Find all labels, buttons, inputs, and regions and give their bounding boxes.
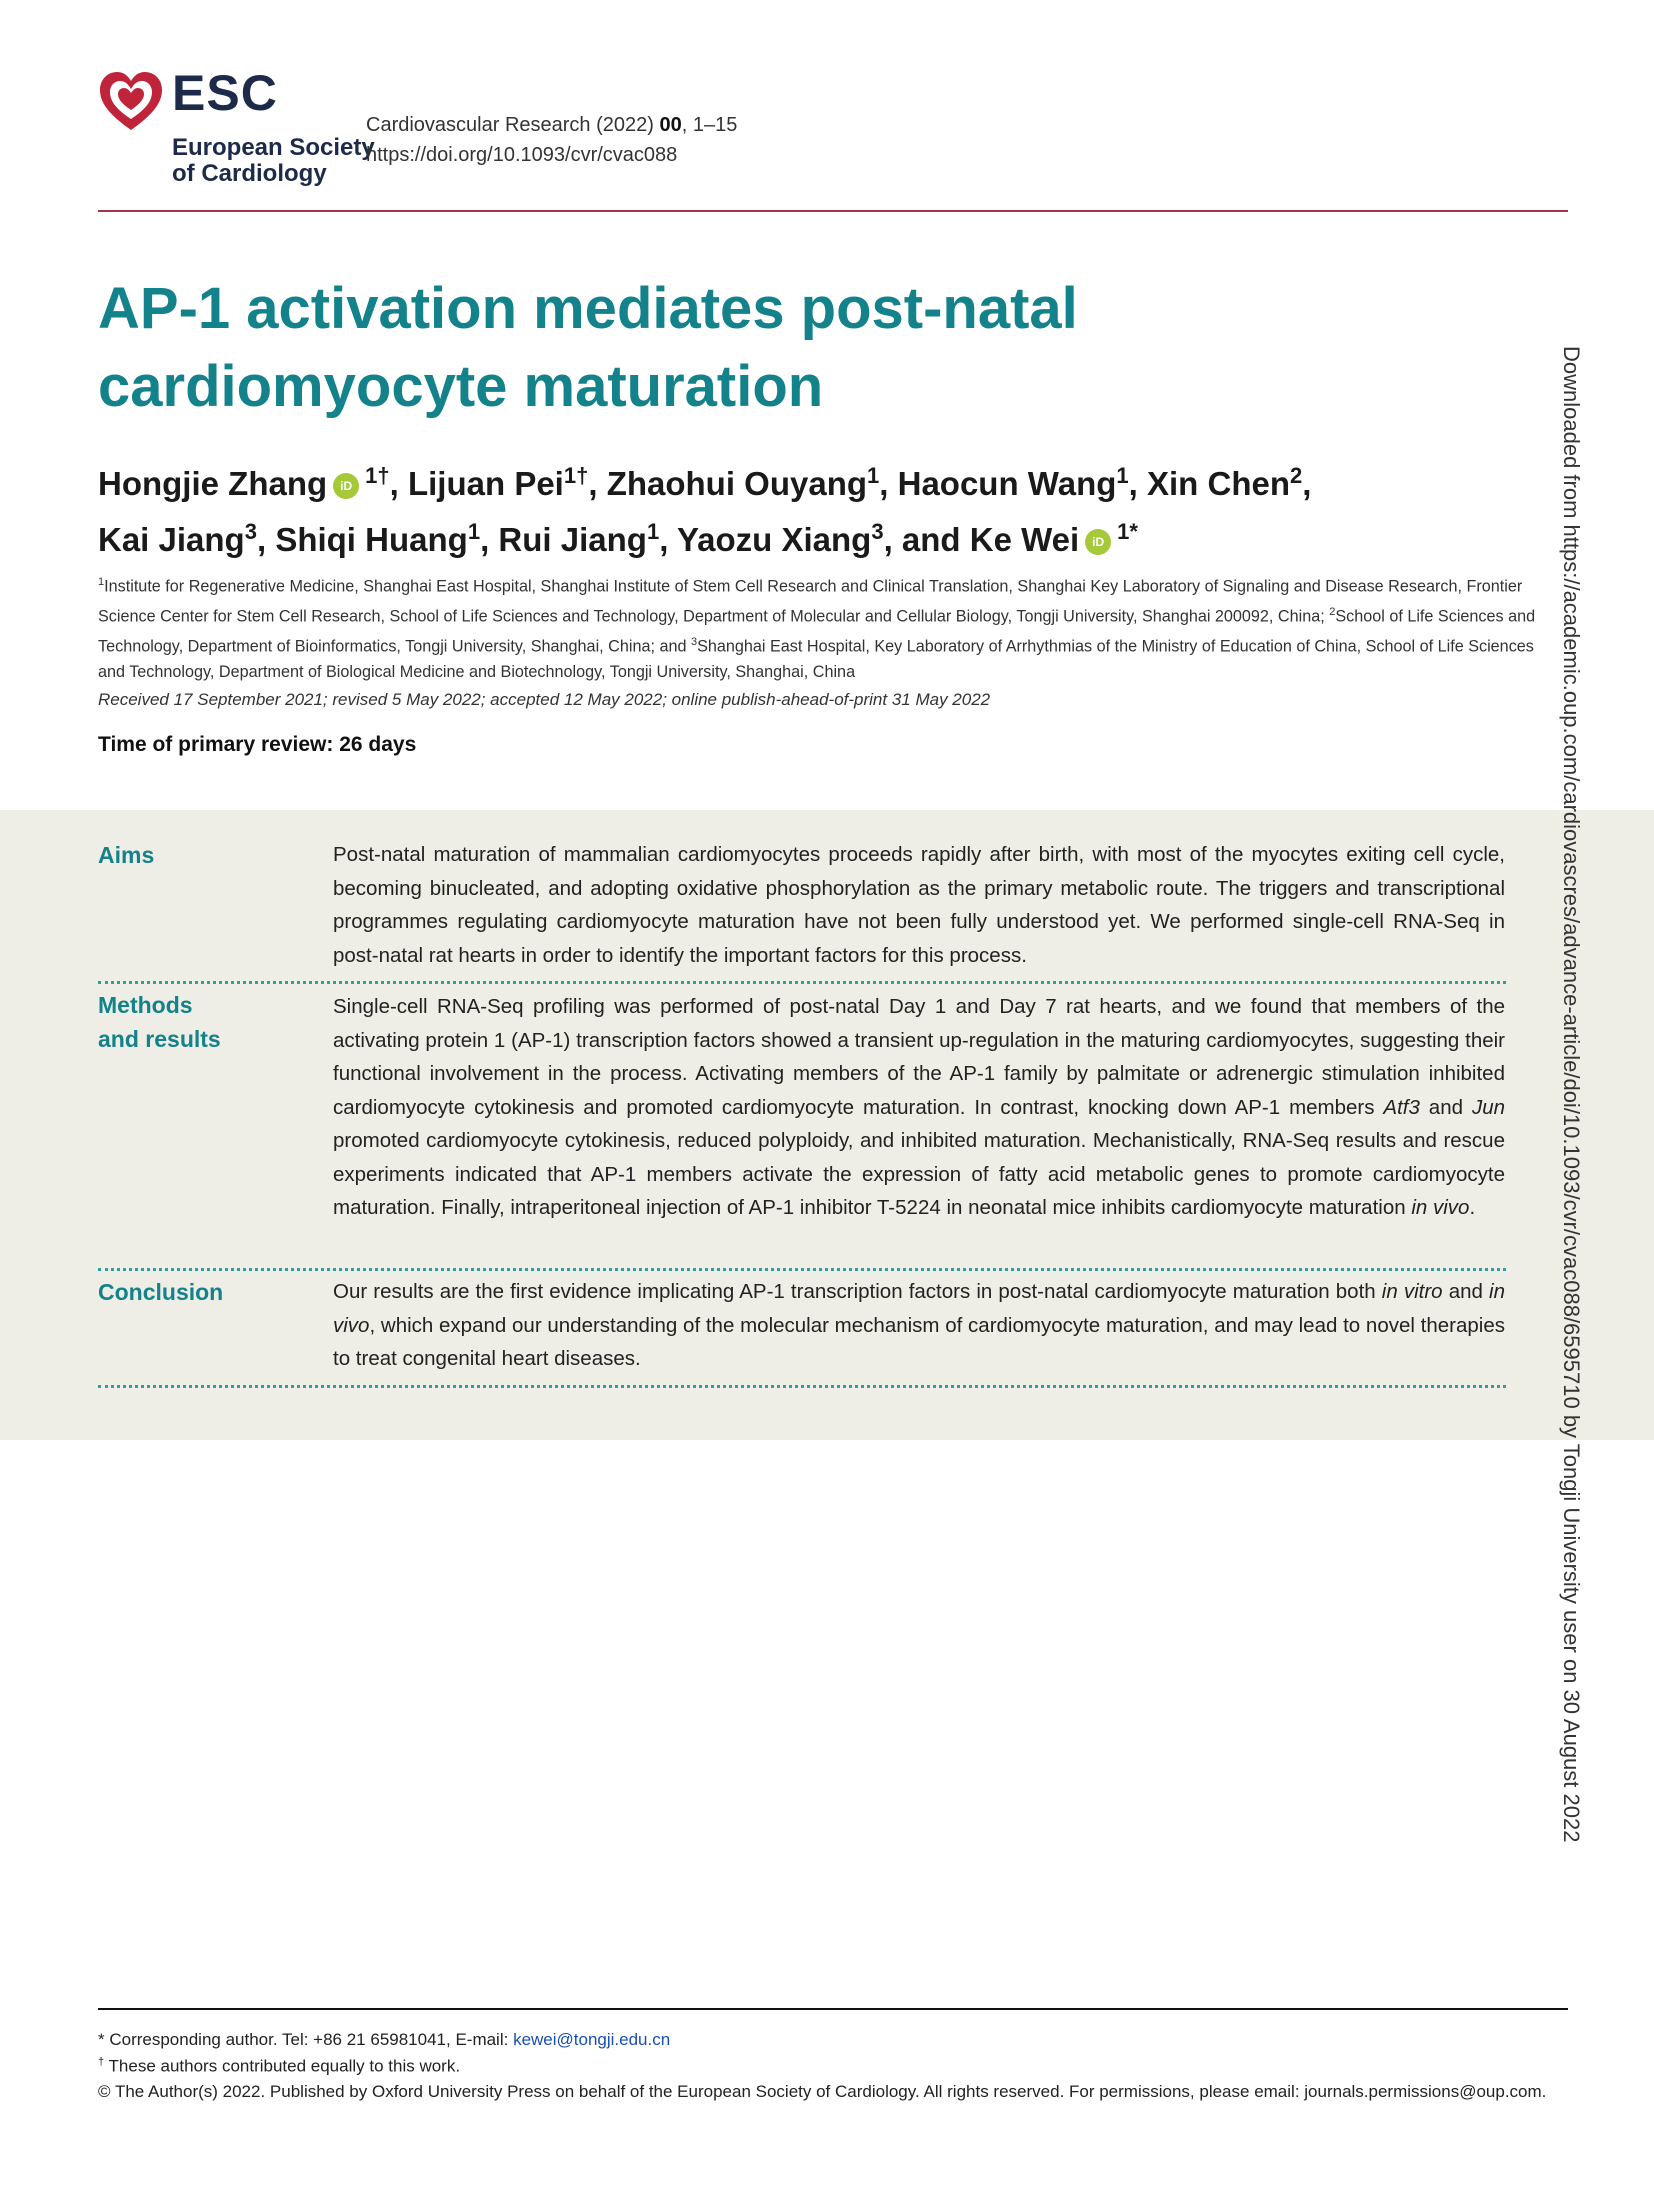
- author-affil-sup: 1: [867, 463, 880, 488]
- author-name[interactable]: Rui Jiang: [498, 521, 647, 558]
- section-divider: [98, 1385, 1506, 1388]
- footnote-text: These authors contributed equally to this work.: [104, 2056, 461, 2076]
- methods-label-line-1: Methods: [98, 992, 193, 1018]
- methods-label-line-2: and results: [98, 1026, 221, 1052]
- review-time: Time of primary review: 26 days: [98, 733, 417, 756]
- author-name[interactable]: Haocun Wang: [897, 465, 1117, 502]
- corresponding-author: [98, 2030, 1578, 2050]
- section-divider: [98, 1268, 1506, 1271]
- header-divider: [98, 210, 1568, 212]
- orcid-icon[interactable]: iD: [1085, 529, 1111, 555]
- journal-volume: 00: [659, 114, 682, 136]
- email-link[interactable]: kewei@tongji.edu.cn: [513, 2030, 671, 2049]
- equal-contribution-note: [98, 2056, 1578, 2077]
- author-affil-sup: 1*: [1117, 519, 1138, 544]
- author-line-1: Hongjie Zhang iD $^{1\dagger}$, Lijuan Pei$^{1\dagger}$, Zhaohui Ouyang$^1$, Haocun Wang$^1$, Xin Chen$^2$,: [98, 463, 1312, 502]
- affil-text: School of Life Sciences and Technology, Department of Bioinformatics, Tongji University, Shanghai, China; and: [98, 607, 1536, 656]
- author-name[interactable]: Zhaohui Ouyang: [606, 465, 868, 502]
- structured-abstract: [0, 810, 1654, 1440]
- gene-name: Atf3: [1383, 1095, 1420, 1119]
- author-name[interactable]: Kai Jiang: [98, 521, 245, 558]
- methods-part: Single-cell RNA-Seq profiling was performed of post-natal Day 1 and Day 7 rat hearts, and we found that members of the activating protein 1 (AP-1) transcription factors showed a transient up-regulation in the maturing cardiomyocytes, suggesting their functional involvement in the process. Activating members of the AP-1 family by palmitate or adrenergic stimulation inhibited cardiomyocyte cytokinesis and promoted cardiomyocyte maturation. In contrast, knocking down AP-1 members: [333, 995, 1505, 1119]
- author-list: [98, 452, 1538, 564]
- latin-term: in vivo: [333, 1280, 1505, 1337]
- conclusion-part: , which expand our understanding of the molecular mechanism of cardiomyocyte maturation, and may lead to novel therapies to treat congenital heart diseases.: [333, 1313, 1505, 1370]
- title-line-2: cardiomyocyte maturation: [98, 354, 824, 419]
- logo-line-1: European Society: [172, 134, 375, 161]
- author-affil-sup: 1†: [563, 463, 589, 488]
- footnote-marker: *: [98, 2030, 105, 2049]
- author-name[interactable]: Yaozu Xiang: [676, 521, 872, 558]
- conclusion-label: Conclusion: [98, 1279, 224, 1305]
- footnote-text: Corresponding author. Tel: +86 21 65981041, E-mail:: [104, 2030, 514, 2049]
- aims-label: Aims: [98, 842, 155, 868]
- affil-marker: 1: [98, 576, 105, 588]
- title-line-1: AP-1 activation mediates post-natal: [98, 276, 1078, 341]
- gene-name: Jun: [1471, 1095, 1505, 1119]
- affil-text: Institute for Regenerative Medicine, Shanghai East Hospital, Shanghai Institute of Stem Cell Research and Clinical Translation, Shanghai Key Laboratory of Signaling and Disease Research, Frontier Science Center for Stem Cell Research, School of Life Sciences and Technology, Department of Molecular and Cellular Biology, Tongji University, Shanghai 200092, China;: [98, 577, 1523, 626]
- author-affil-sup: 3: [871, 519, 884, 544]
- copyright-notice: © The Author(s) 2022. Published by Oxford University Press on behalf of the European Society of Cardiology. All rights reserved. For permissions, please email: journals.permissions@oup.com.: [98, 2082, 1547, 2101]
- author-affil-sup: 1: [646, 519, 660, 544]
- author-affil-sup: 1†: [365, 463, 390, 488]
- author-name[interactable]: Lijuan Pei: [407, 465, 564, 502]
- author-line-2: Kai Jiang$^3$, Shiqi Huang$^1$, Rui Jiang$^1$, Yaozu Xiang$^3$, and Ke Wei iD $^{1*}$: [98, 519, 1138, 558]
- author-affil-sup: 2: [1290, 463, 1303, 488]
- latin-term: in vivo: [1411, 1196, 1470, 1219]
- methods-part: .: [1469, 1196, 1476, 1219]
- affil-text: Shanghai East Hospital, Key Laboratory of Arrhythmias of the Ministry of Education of China, School of Life Sciences and Technology, Department of Biological Medicine and Biotechnology, Tongji University, Shanghai, China: [98, 637, 1534, 681]
- logo-line-2: of Cardiology: [172, 160, 327, 187]
- author-name[interactable]: and Ke Wei: [901, 521, 1080, 558]
- orcid-icon[interactable]: iD: [333, 473, 359, 499]
- conclusion-text: [333, 1275, 1505, 1376]
- journal-info: [366, 110, 737, 170]
- section-divider: [98, 981, 1506, 984]
- author-name[interactable]: Xin Chen: [1146, 465, 1290, 502]
- journal-name: Cardiovascular Research (2022): [366, 114, 654, 136]
- journal-citation: [366, 110, 737, 140]
- footnote-marker: †: [98, 2056, 105, 2068]
- affil-marker: 2: [1329, 605, 1336, 618]
- esc-logo: [98, 65, 375, 190]
- author-affil-sup: 1: [467, 519, 481, 544]
- methods-label: [98, 988, 221, 1056]
- affiliations: [98, 570, 1552, 685]
- methods-text: [333, 990, 1505, 1225]
- conclusion-part: and: [1442, 1280, 1490, 1303]
- conclusion-part: Our results are the first evidence implicating AP-1 transcription factors in post-natal cardiomyocyte maturation both: [333, 1280, 1382, 1303]
- author-name[interactable]: Shiqi Huang: [275, 521, 468, 558]
- heart-logo-icon: [98, 70, 164, 134]
- author-name[interactable]: Hongjie Zhang: [98, 465, 328, 502]
- latin-term: in vitro: [1381, 1280, 1443, 1303]
- logo-abbreviation: ESC: [172, 65, 278, 121]
- author-affil-sup: 1: [1116, 463, 1129, 488]
- methods-part: promoted cardiomyocyte cytokinesis, reduced polyploidy, and inhibited maturation. Mechanistically, RNA-Seq results and rescue experiments indicated that AP-1 members activate the expression of fatty acid metabolic genes to promote cardiomyocyte maturation. Finally, intraperitoneal injection of AP-1 inhibitor T-5224 in neonatal mice inhibits cardiomyocyte maturation: [333, 1129, 1505, 1219]
- affil-marker: 3: [690, 635, 698, 648]
- received-dates: Received 17 September 2021; revised 5 May 2022; accepted 12 May 2022; online publish-ahead-of-print 31 May 2022: [98, 690, 991, 709]
- download-note: Downloaded from https://academic.oup.com/cardiovascres/advance-article/doi/10.1093/cvr/cvac088/6595710 by Tongji University user on 30 August 2022: [1559, 346, 1584, 1843]
- article-title: [98, 270, 1498, 426]
- doi-link[interactable]: https://doi.org/10.1093/cvr/cvac088: [366, 144, 678, 166]
- footer-divider: [98, 2008, 1568, 2010]
- journal-pages: , 1–15: [681, 114, 738, 136]
- author-affil-sup: 3: [244, 519, 257, 544]
- methods-part: and: [1419, 1095, 1472, 1119]
- aims-text: Post-natal maturation of mammalian cardiomyocytes proceeds rapidly after birth, with most of the myocytes exiting cell cycle, becoming binucleated, and adopting oxidative phosphorylation as the primary metabolic route. The triggers and transcriptional programmes regulating cardiomyocyte maturation have not been fully understood yet. We performed single-cell RNA-Seq in post-natal rat hearts in order to identify the important factors for this process.: [333, 843, 1505, 967]
